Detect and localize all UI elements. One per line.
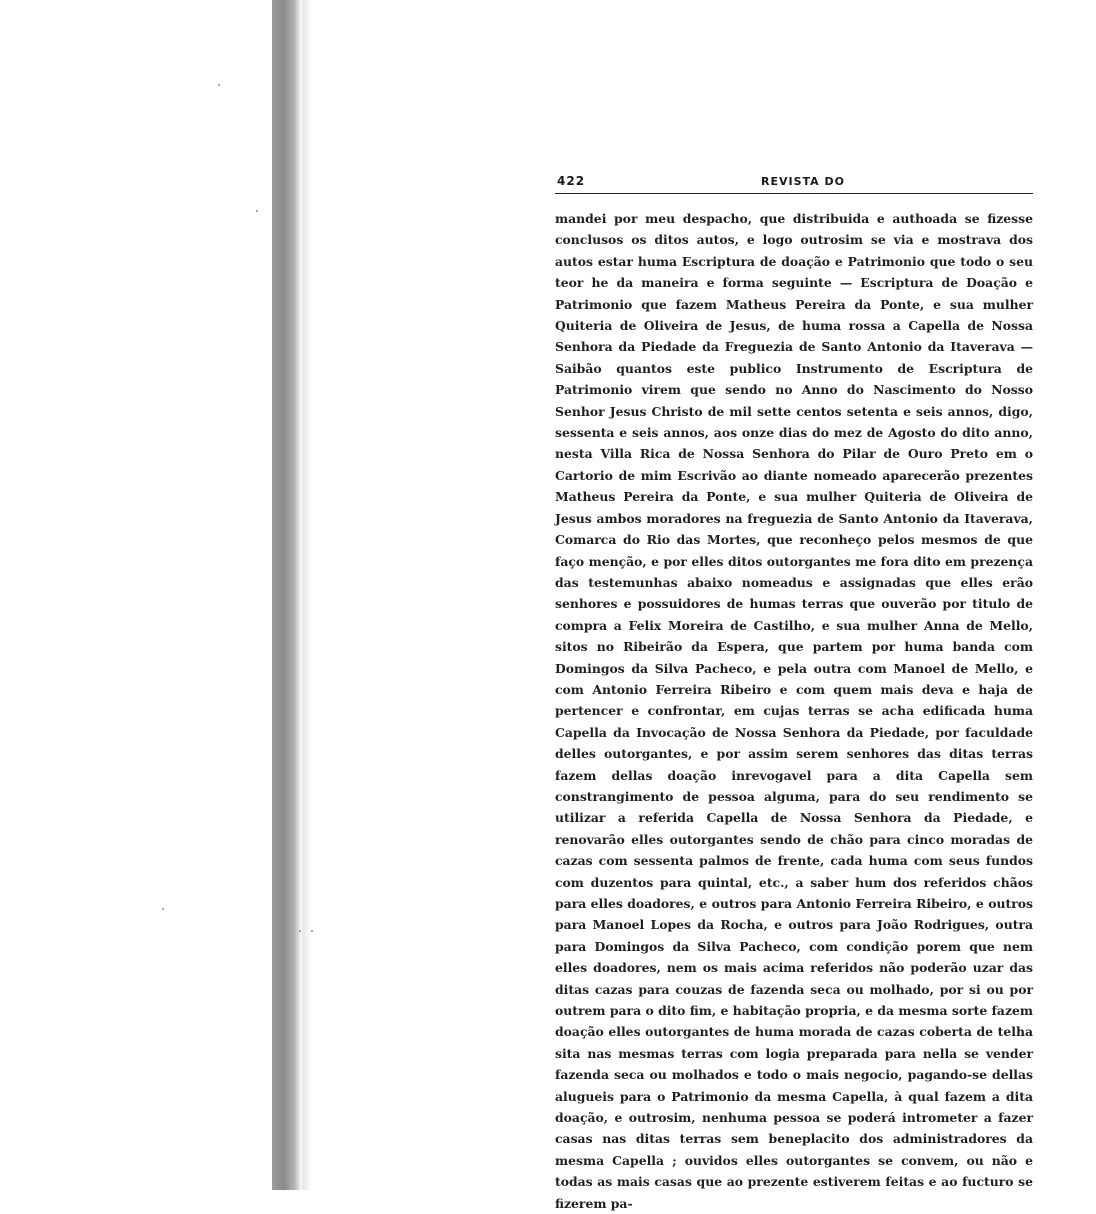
gutter-highlight [302,0,312,1190]
book-gutter-shadow [272,0,302,1190]
header-rule [555,193,1033,194]
paper-speck [162,908,164,910]
page-number: 422 [557,174,586,188]
body-paragraph: mandei por meu despacho, que distribuida e authoada se fizesse conclusos os ditos autos, e logo outrosim se via e mostrava dos autos estar huma Escriptura de doação e Patrimonio que todo o seu teor he da maneira e forma seguinte — Escriptura de Doação e Patrimonio que fazem Matheus Pereira da Ponte, e sua mulher Quiteria de Oliveira de Jesus, de huma rossa a Capella de Nossa Senhora da Piedade da Freguezia de Santo Antonio da Itaverava — Saibão quantos este publico Instrumento de Escriptura de Patrimonio virem que sendo no Anno do Nascimento do Nosso Senhor Jesus Christo de mil sette centos setenta e seis annos, digo, sessenta e seis annos, aos onze dias do mez de Agosto do dito anno, nesta Villa Rica de Nossa Senhora do Pilar de Ouro Preto em o Cartorio de mim Escrivão ao diante nomeado aparecerão prezentes Matheus Pereira da Ponte, e sua mulher Quiteria de Oliveira de Jesus ambos moradores na freguezia de Santo Antonio da Itaverava, Comarca do Rio das Mortes, que reconheço pelos mesmos de que faço menção, e por elles ditos outorgantes me fora dito em prezença das testemunhas abaixo nomeadus e assignadas que elles erão senhores e possuidores de humas terras que ouverão por titulo de compra a Felix Moreira de Castilho, e sua mulher Anna de Mello, sitos no Ribeirão da Espera, que partem por huma banda com Domingos da Silva Pacheco, e pela outra com Manoel de Mello, e com Antonio Ferreira Ribeiro e com quem mais deva e haja de pertencer e confrontar, em cujas terras se acha edificada huma Capella da Invocação de Nossa Senhora da Piedade, por faculdade delles outorgantes, e por assim serem senhores das ditas terras fazem dellas doação inrevogavel para a dita Capella sem constrangimento de pessoa alguma, para do seu rendimento se utilizar a referida Capella de Nossa Senhora da Piedade, e renovarão elles outorgantes sendo de chão para cinco moradas de cazas com sessenta palmos de frente, cada huma com seus fundos com duzentos para quintal, etc., a saber hum dos referidos chãos para elles doadores, e outros para Antonio Ferreira Ribeiro, e outros para Manoel Lopes da Rocha, e outros para João Rodrigues, outra para Domingos da Silva Pacheco, com condição porem que nem elles doadores, nem os mais acima referidos não poderão uzar das ditas cazas para couzas de fazenda seca ou molhado, por si ou por outrem para o dito fim, e habitação propria, e da mesma sorte fazem doação elles outorgantes de huma morada de cazas coberta de telha sita nas mesmas terras com logia preparada para nella se vender fazenda seca ou molhados e todo o mais negocio, pagando-se dellas alugueis para o Patrimonio da mesma Capella, à qual fazem a dita doação, e outrosim, nenhuma pessoa se poderá intrometer a fazer casas nas ditas terras sem beneplacito dos administradores da mesma Capella ; ouvidos elles outorgantes se convem, ou não e todas as mais casas que ao prezente estiverem feitas e ao fucturo se fizerem pa- [555,211,1033,1211]
journal-title: REVISTA DO [761,175,845,188]
paper-speck [218,84,220,86]
paper-speck [299,930,301,932]
running-head [555,170,1033,192]
book-page [555,170,1033,1214]
paper-speck [311,930,313,932]
paper-speck [256,210,258,212]
